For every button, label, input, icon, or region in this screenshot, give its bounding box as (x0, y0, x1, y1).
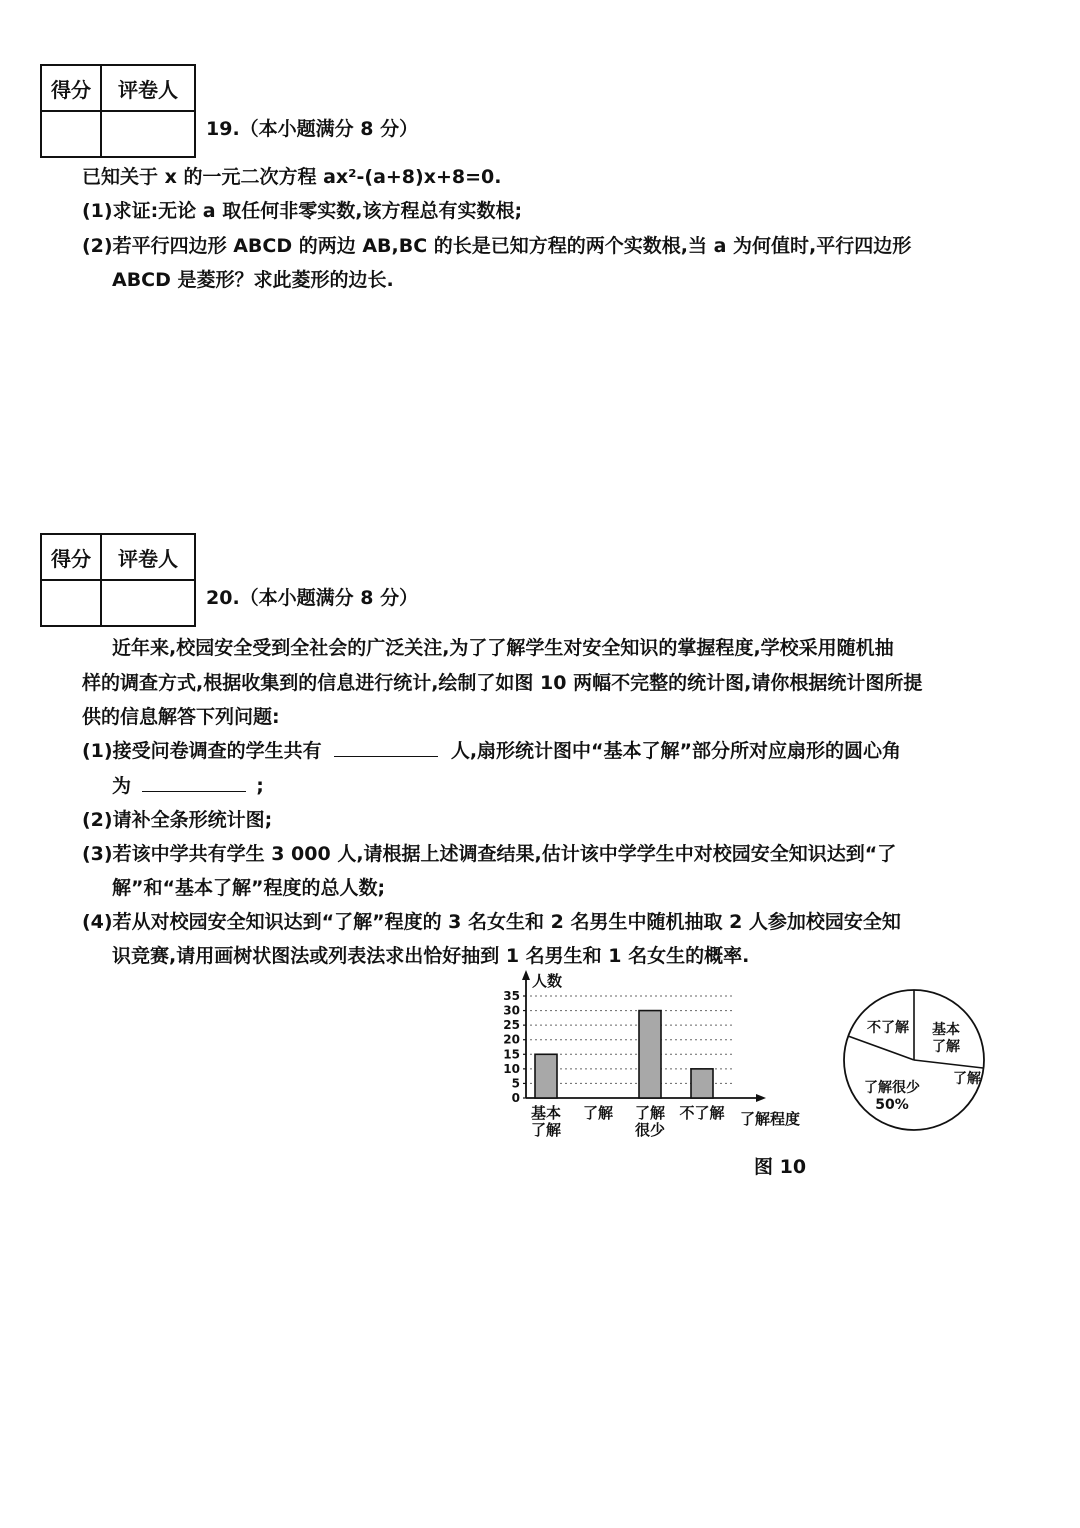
q20-part1-line1 (82, 736, 901, 763)
q20-part4-line1: (4)若从对校园安全知识达到“了解”程度的 3 名女生和 2 名男生中随机抽取 2 人参加校园安全知 (82, 911, 901, 933)
x-category-label: 了解 (582, 1104, 614, 1122)
q19-score-label: 得分 (41, 65, 101, 111)
pie-divider-right (914, 1060, 983, 1068)
pie-label: 不了解 (867, 1020, 909, 1036)
q20-part4-line2: 识竞赛,请用画树状图法或列表法求出恰好抽到 1 名男生和 1 名女生的概率. (112, 945, 750, 967)
q19-score-cell[interactable] (41, 111, 101, 157)
q20-intro-line2: 样的调查方式,根据收集到的信息进行统计,绘制了如图 10 两幅不完整的统计图,请你根据统计图所提 (82, 672, 923, 694)
y-tick-label: 35 (503, 989, 520, 1003)
x-category-label: 了解 (634, 1104, 666, 1122)
bar-不了解 (691, 1069, 713, 1098)
y-tick-label: 25 (503, 1018, 520, 1033)
x-axis-arrow-icon (756, 1094, 766, 1102)
y-tick-label: 20 (503, 1032, 520, 1047)
x-category-label: 不了解 (679, 1104, 725, 1122)
figure-caption: 图 10 (754, 1156, 807, 1178)
x-category-label: 基本 (530, 1104, 562, 1122)
pie-label: 了解 (932, 1039, 960, 1055)
x-axis-label: 了解程度 (740, 1110, 801, 1128)
q20-total-students-blank[interactable] (334, 738, 438, 757)
q20-score-table (40, 533, 196, 627)
q19-grader-cell[interactable] (101, 111, 195, 157)
pie-label: 了解 (953, 1071, 981, 1087)
q19-part1: (1)求证:无论 a 取任何非零实数,该方程总有实数根; (82, 200, 523, 222)
pie-label: 基本 (932, 1022, 960, 1038)
q20-intro-line1: 近年来,校园安全受到全社会的广泛关注,为了了解学生对安全知识的掌握程度,学校采用随机抽 (112, 637, 894, 659)
q19-part2-line1: (2)若平行四边形 ABCD 的两边 AB,BC 的长是已知方程的两个实数根,当 a 为何值时,平行四边形 (82, 235, 912, 257)
q20-score-cell[interactable] (41, 580, 101, 626)
pie-label: 了解很少 (864, 1080, 920, 1096)
pie-chart (836, 982, 996, 1142)
q20-grader-label: 评卷人 (101, 534, 195, 580)
q20-score-label: 得分 (41, 534, 101, 580)
y-tick-label: 0 (511, 1091, 520, 1105)
q20-part1-text-a: (1)接受问卷调查的学生共有 (82, 740, 322, 762)
q19-header: 19.（本小题满分 8 分） (206, 118, 419, 140)
q19-part2-line2: ABCD 是菱形？求此菱形的边长. (112, 269, 394, 291)
bar-了解很少 (639, 1011, 661, 1098)
q20-intro-line3: 供的信息解答下列问题: (82, 706, 280, 728)
q19-stem: 已知关于 x 的一元二次方程 ax²-(a+8)x+8=0. (82, 166, 502, 188)
q19-score-table (40, 64, 196, 158)
q20-part3-line2: 解”和“基本了解”程度的总人数; (112, 877, 386, 899)
q20-part1-text-b: 人,扇形统计图中“基本了解”部分所对应扇形的圆心角 (450, 740, 902, 762)
bar-基本了解 (535, 1054, 557, 1098)
q20-part1-line2 (112, 771, 264, 798)
q20-header: 20.（本小题满分 8 分） (206, 587, 419, 609)
x-category-label: 很少 (634, 1121, 666, 1139)
q20-angle-blank[interactable] (142, 773, 246, 792)
bar-chart (492, 966, 822, 1146)
y-tick-label: 5 (511, 1076, 520, 1091)
x-category-label: 了解 (530, 1121, 562, 1139)
pie-divider-left (848, 1036, 914, 1060)
q20-part3-line1: (3)若该中学共有学生 3 000 人,请根据上述调查结果,估计该中学学生中对校园安全知识达到“了 (82, 843, 897, 865)
y-axis-arrow-icon (522, 970, 530, 980)
q20-grader-cell[interactable] (101, 580, 195, 626)
q20-part1-text-c: 为 (112, 775, 132, 797)
y-axis-label: 人数 (532, 972, 563, 990)
pie-label: 50% (875, 1097, 909, 1113)
q19-grader-label: 评卷人 (101, 65, 195, 111)
q20-part1-text-d: ; (256, 775, 264, 797)
y-tick-label: 15 (503, 1047, 520, 1062)
y-tick-label: 30 (503, 1003, 520, 1018)
q20-part2: (2)请补全条形统计图; (82, 809, 273, 831)
y-tick-label: 10 (503, 1061, 520, 1076)
